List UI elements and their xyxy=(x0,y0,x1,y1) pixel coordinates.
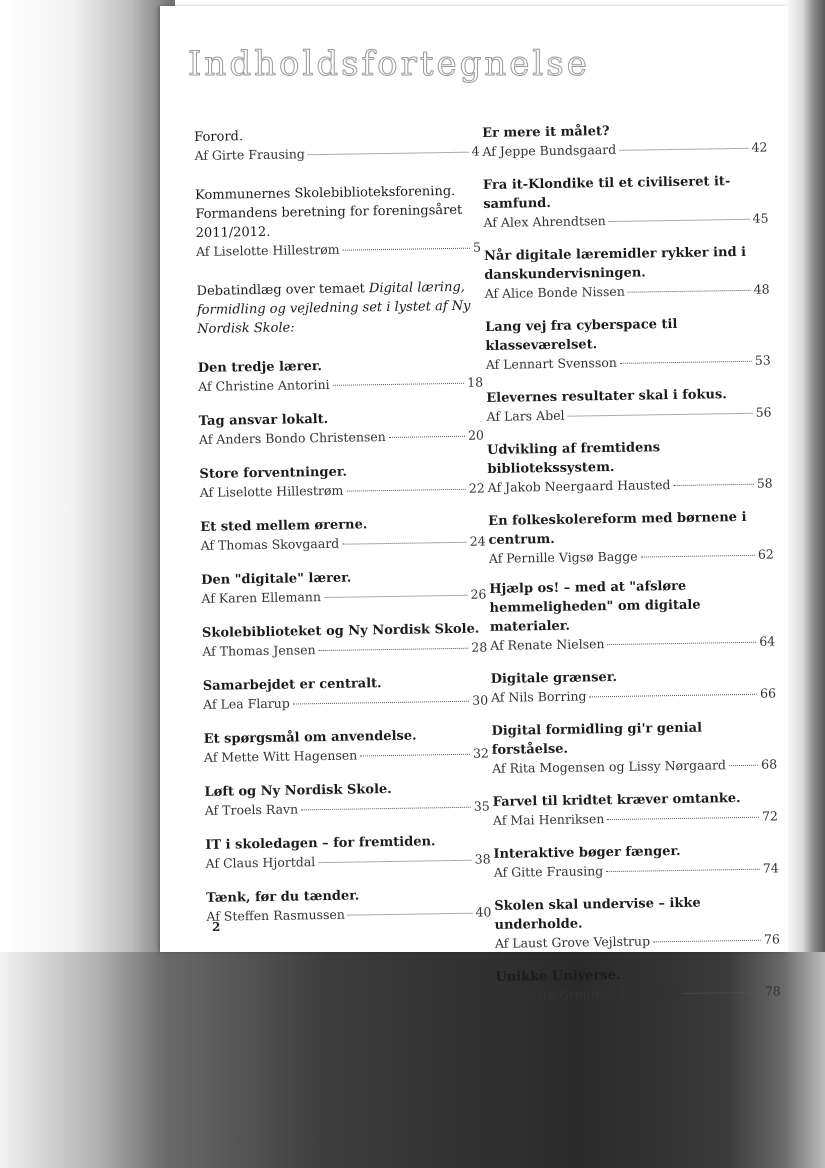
dot-leader xyxy=(673,484,753,486)
toc-entry[interactable] xyxy=(202,619,488,659)
entry-page-number: 68 xyxy=(761,756,778,772)
entry-title: En folkeskolereform med børnene i centrum. xyxy=(488,509,747,548)
entry-page-number: 62 xyxy=(757,546,774,562)
toc-entry[interactable] xyxy=(199,460,485,500)
toc-entry[interactable] xyxy=(484,243,770,302)
dot-leader xyxy=(301,807,471,811)
entry-author: Af Mette Witt Hagensen xyxy=(203,747,358,765)
entry-page-number: 56 xyxy=(755,404,772,420)
dot-leader xyxy=(620,361,752,364)
entry-author: Af Jakob Neergaard Hausted xyxy=(487,477,671,495)
toc-entry[interactable] xyxy=(200,513,486,553)
page-number: 2 xyxy=(212,920,221,934)
toc-entry[interactable] xyxy=(204,725,490,765)
toc-entry[interactable] xyxy=(489,575,775,653)
entry-title: Elevernes resultater skal i fokus. xyxy=(486,387,727,406)
dot-leader xyxy=(641,555,755,558)
toc-left-column xyxy=(194,120,492,925)
entry-page-number: 35 xyxy=(473,798,490,814)
entry-title: Et spørgsmål om anvendelse. xyxy=(203,728,417,747)
debate-intro-emphasis: Digital læring, formidling og vejledning set i lystet af Ny Nordisk Skole: xyxy=(196,279,471,337)
entry-author: Af Claus Hjortdal xyxy=(205,854,316,871)
entry-author: Af Rita Mogensen og Lissy Nørgaard xyxy=(492,757,727,776)
entry-author: Af Liselotte Hillestrøm xyxy=(199,482,344,500)
entry-page-number: 58 xyxy=(756,475,773,491)
entry-author: Af Alice Bonde Nissen xyxy=(484,283,625,301)
entry-page-number: 26 xyxy=(470,586,487,602)
dot-leader xyxy=(729,765,758,766)
entry-title: Tag ansvar lokalt. xyxy=(198,411,329,429)
entry-page-number: 66 xyxy=(759,685,777,701)
dot-leader xyxy=(589,694,757,698)
entry-page-number: 20 xyxy=(467,427,485,443)
entry-author: Af Pernille Vigsø Bagge xyxy=(488,548,638,566)
entry-author: Af Jeppe Bundsgaard xyxy=(482,141,617,159)
entry-title: Store forventninger. xyxy=(199,464,348,482)
toc-left-entries xyxy=(198,354,492,924)
entry-author: Af Troels Ravn xyxy=(204,801,299,818)
entry-page-number: 64 xyxy=(759,633,776,649)
dot-leader xyxy=(628,290,751,293)
toc-entry[interactable] xyxy=(203,672,489,712)
toc-entry[interactable] xyxy=(493,840,779,880)
toc-entry-forord[interactable] xyxy=(194,124,480,164)
toc-entry[interactable] xyxy=(204,778,490,818)
entry-title: Kommunernes Skolebiblioteksforening. Formandens beretning for foreningsåret 2011/2012. xyxy=(195,183,463,241)
entry-page-number: 40 xyxy=(475,904,492,920)
dot-leader xyxy=(318,860,471,863)
dot-leader xyxy=(607,817,759,820)
entry-title: Løft og Ny Nordisk Skole. xyxy=(204,781,392,800)
entry-title: Skolebiblioteket og Ny Nordisk Skole. xyxy=(201,621,480,641)
dot-leader xyxy=(607,642,756,645)
entry-page-number: 78 xyxy=(764,983,781,999)
entry-page-number: 42 xyxy=(751,139,768,155)
entry-page-number: 5 xyxy=(472,239,482,255)
toc-entry[interactable] xyxy=(487,436,773,495)
entry-page-number: 28 xyxy=(471,639,488,655)
entry-author: Af Laust Grove Vejlstrup xyxy=(494,933,651,951)
entry-author: Af Gitte Frausing xyxy=(493,863,604,880)
entry-title: Lang vej fra cyberspace til klasseværelset. xyxy=(485,316,678,354)
entry-title: Den tredje lærer. xyxy=(197,359,323,376)
dot-leader xyxy=(293,701,469,705)
dot-leader xyxy=(619,148,748,151)
dot-leader xyxy=(308,152,469,156)
entry-author: Af Karen Ellemann xyxy=(201,589,322,606)
entry-title: Når digitale læremidler rykker ind i danskundervisningen. xyxy=(483,244,747,283)
dot-leader xyxy=(324,595,468,598)
entry-title: Den "digitale" lærer. xyxy=(201,570,352,588)
toc-entry[interactable] xyxy=(205,831,491,871)
entry-author: Af Christine Antorini xyxy=(198,376,330,394)
entry-author: Af Thomas Skovgaard xyxy=(200,535,340,553)
entry-title: Tænk, før du tænder. xyxy=(206,888,360,906)
toc-entry[interactable] xyxy=(485,313,771,372)
toc-entry[interactable] xyxy=(486,384,772,424)
entry-page-number: 38 xyxy=(474,851,491,867)
entry-author: Af Steffen Rasmussen xyxy=(206,906,346,924)
toc-right-entries xyxy=(482,120,781,1004)
dot-leader xyxy=(360,754,470,757)
toc-entry[interactable] xyxy=(491,665,777,705)
entry-title: Digitale grænser. xyxy=(490,669,618,687)
entry-author: Af Lea Flarup xyxy=(203,695,290,712)
toc-entry[interactable] xyxy=(201,566,487,606)
entry-title: Unikke Universe. xyxy=(495,967,621,985)
toc-entry[interactable] xyxy=(491,717,777,776)
entry-page-number: 76 xyxy=(763,931,780,947)
entry-page-number: 72 xyxy=(761,808,779,824)
dot-leader xyxy=(346,489,466,492)
entry-title: Forord. xyxy=(194,129,244,145)
entry-author: Af Mai Henriksen xyxy=(492,811,605,828)
entry-author: Af Alex Ahrendtsen xyxy=(483,213,606,230)
entry-author: Af Nils Borring xyxy=(490,688,587,705)
dot-leader xyxy=(682,992,761,994)
toc-entry[interactable] xyxy=(206,884,492,924)
toc-entry-kommunernes[interactable] xyxy=(195,182,481,260)
toc-entry[interactable] xyxy=(488,507,774,566)
dot-leader xyxy=(333,383,465,386)
toc-entry[interactable] xyxy=(495,963,781,1003)
entry-author: Af Lennart Svensson xyxy=(485,354,618,372)
entry-author: Af Lars Abel xyxy=(486,407,565,424)
entry-title: Skolen skal undervise – ikke underholde. xyxy=(494,895,701,933)
entry-title: Fra it-Klondike til et civiliseret it-samfund. xyxy=(482,174,731,212)
entry-author: Af Anette Grønholt Andersen xyxy=(495,985,680,1003)
entry-title: IT i skoledagen – for fremtiden. xyxy=(205,834,436,853)
entry-page-number: 48 xyxy=(753,281,770,297)
entry-author: Af Thomas Jensen xyxy=(202,642,316,659)
entry-title: Hjælp os! – med at "afsløre hemmeligheden" om digitale materialer. xyxy=(489,578,701,635)
entry-title: Udvikling af fremtidens bibliotekssystem. xyxy=(487,440,661,477)
dot-leader xyxy=(319,648,469,651)
dot-leader xyxy=(389,436,465,438)
dot-leader xyxy=(342,542,466,545)
toc-right-column xyxy=(482,120,781,1004)
debate-intro xyxy=(196,278,482,339)
toc-entry[interactable] xyxy=(493,788,779,828)
toc-entry[interactable] xyxy=(482,120,768,160)
entry-author: Af Anders Bondo Christensen xyxy=(198,429,386,447)
toc-entry[interactable] xyxy=(198,354,484,394)
dot-leader xyxy=(348,913,473,916)
entry-author: Af Liselotte Hillestrøm xyxy=(195,241,340,259)
page-heading: Indholdsfortegnelse xyxy=(188,44,590,84)
toc-entry[interactable] xyxy=(483,172,769,231)
entry-title: Farvel til kridtet kræver omtanke. xyxy=(492,791,741,810)
dot-leader xyxy=(606,869,760,872)
entry-page-number: 18 xyxy=(467,374,484,390)
debate-intro-prefix: Debatindlæg over temaet xyxy=(196,281,370,299)
entry-page-number: 22 xyxy=(468,480,485,496)
entry-title: Digital formidling gi'r genial forståelse. xyxy=(491,720,703,758)
dot-leader xyxy=(343,248,470,251)
entry-page-number: 32 xyxy=(472,745,490,761)
entry-title: Et sted mellem ørerne. xyxy=(200,517,368,535)
entry-page-number: 45 xyxy=(752,210,769,226)
document-page xyxy=(160,6,788,1003)
entry-title: Interaktive bøger fænger. xyxy=(493,843,681,862)
entry-author: Af Renate Nielsen xyxy=(490,636,605,653)
entry-page-number: 4 xyxy=(471,143,480,159)
dot-leader xyxy=(653,940,761,943)
toc-entry[interactable] xyxy=(199,407,485,447)
entry-page-number: 30 xyxy=(472,692,489,708)
entry-page-number: 74 xyxy=(762,860,779,876)
entry-title: Samarbejdet er centralt. xyxy=(202,676,382,694)
entry-page-number: 24 xyxy=(469,533,486,549)
dot-leader xyxy=(609,219,750,222)
toc-entry[interactable] xyxy=(494,892,780,951)
entry-page-number: 53 xyxy=(754,352,771,368)
entry-title: Er mere it målet? xyxy=(482,123,610,141)
dot-leader xyxy=(568,413,753,417)
entry-author: Af Girte Frausing xyxy=(194,146,305,163)
